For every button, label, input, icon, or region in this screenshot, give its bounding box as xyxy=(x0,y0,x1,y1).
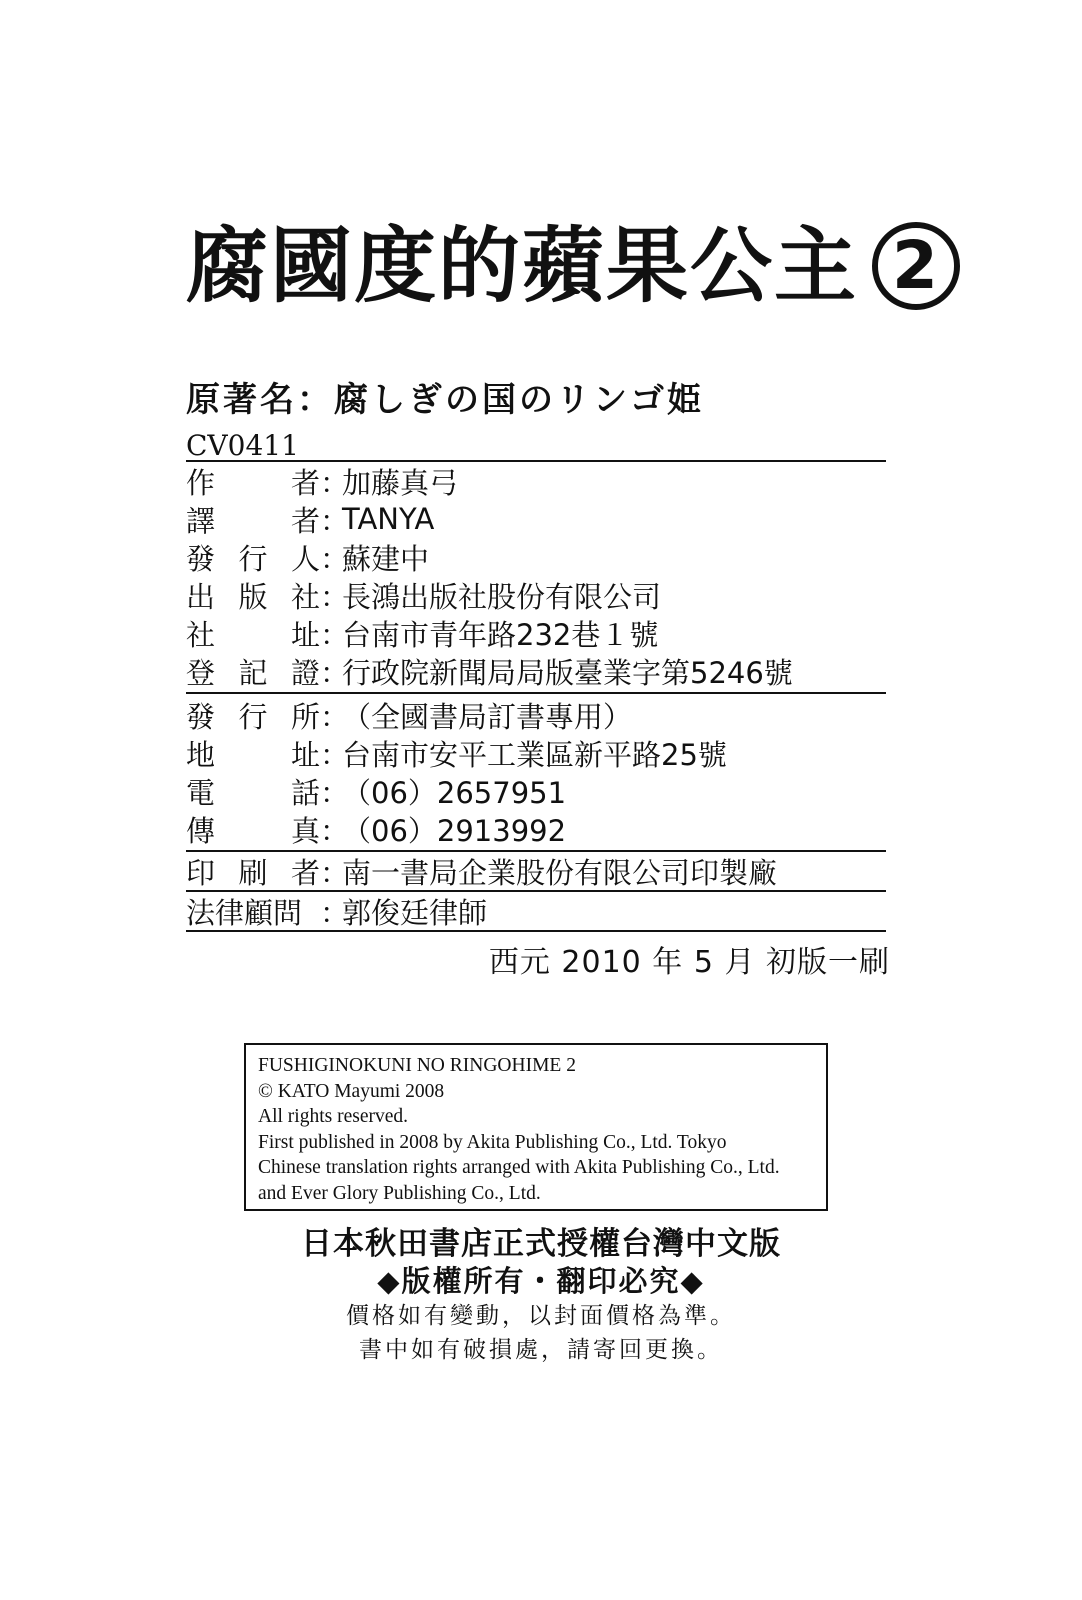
copyright-line: FUSHIGINOKUNI NO RINGOHIME 2 xyxy=(258,1055,576,1076)
info-value: 長鴻出版社股份有限公司 xyxy=(342,579,662,614)
info-label xyxy=(186,651,320,692)
publication-info xyxy=(186,460,886,932)
info-label-char: 律 xyxy=(215,895,245,930)
info-label-char: 問 xyxy=(273,895,303,930)
info-group-publisher xyxy=(186,462,886,690)
info-row: 社 址 ： 台南市青年路232巷１號 xyxy=(186,614,886,652)
info-label-char: 版 xyxy=(238,579,268,614)
info-row: 傳 真 ： （06）2913992 xyxy=(186,810,886,848)
copyright-line: © KATO Mayumi 2008 xyxy=(258,1080,445,1102)
info-value: （全國書局訂書專用） xyxy=(342,699,633,734)
info-label xyxy=(186,851,320,892)
info-value: 南一書局企業股份有限公司印製廠 xyxy=(342,855,778,890)
info-label-char: 者 xyxy=(290,465,320,500)
copyright-line: First published in 2008 by Akita Publishing Co., Ltd. Tokyo xyxy=(258,1131,727,1153)
info-label-char: 顧 xyxy=(244,895,274,930)
book-title xyxy=(186,219,960,316)
info-value: 行政院新聞局局版臺業字第5246號 xyxy=(342,655,793,690)
info-label-char: 址 xyxy=(290,617,320,652)
info-label xyxy=(186,499,320,540)
info-label xyxy=(186,891,320,932)
info-label-char: 電 xyxy=(186,775,216,810)
info-value: （06）2913992 xyxy=(342,813,567,848)
copyright-line: Chinese translation rights arranged with Akita Publishing Co., Ltd. xyxy=(258,1157,780,1178)
copyright-line: All rights reserved. xyxy=(258,1106,409,1127)
info-row-printer: 印 刷 者 ： 南一書局企業股份有限公司印製廠 xyxy=(186,852,886,890)
info-label-char: 登 xyxy=(186,655,216,690)
info-label-char: 作 xyxy=(186,465,216,500)
info-label-char: 傳 xyxy=(186,813,216,848)
info-label-char: 所 xyxy=(290,699,320,734)
info-label xyxy=(186,809,320,850)
info-label-char: 出 xyxy=(186,579,216,614)
authorization-notice: 日本秋田書店正式授權台灣中文版 xyxy=(301,1226,781,1262)
info-label-char: 記 xyxy=(238,655,268,690)
info-label-char: 發 xyxy=(186,541,216,576)
info-row: 作 者 ： 加藤真弓 xyxy=(186,462,886,500)
catalog-code: CV0411 xyxy=(186,429,299,462)
info-label xyxy=(186,771,320,812)
info-label-char: 址 xyxy=(290,737,320,772)
info-label-char: 行 xyxy=(238,541,268,576)
info-label xyxy=(186,733,320,774)
info-label xyxy=(186,461,320,502)
info-row: 譯 者 ： TANYA xyxy=(186,500,886,538)
info-label-char: 法 xyxy=(186,895,216,930)
info-label-char: 刷 xyxy=(238,855,268,890)
title-text: 腐國度的蘋果公主 xyxy=(186,219,859,314)
info-label-char: 社 xyxy=(290,579,320,614)
info-group-distributor xyxy=(186,696,886,848)
info-value: 郭俊廷律師 xyxy=(342,895,488,930)
info-label-char: 真 xyxy=(290,813,320,848)
info-label-char: 地 xyxy=(186,737,216,772)
info-row: 登 記 證 ： 行政院新聞局局版臺業字第5246號 xyxy=(186,652,886,690)
rights-reserved-notice: ◆版權所有・翻印必究◆ xyxy=(377,1264,705,1298)
info-value: 加藤真弓 xyxy=(342,465,459,500)
info-value: 台南市安平工業區新平路25號 xyxy=(342,737,727,772)
volume-number-badge: 2 xyxy=(872,222,960,310)
info-value: TANYA xyxy=(342,502,435,536)
info-row-legal: 法 律 顧 問 ： 郭俊廷律師 xyxy=(186,892,886,930)
info-row: 發 行 人 ： 蘇建中 xyxy=(186,538,886,576)
info-label xyxy=(186,537,320,578)
info-label-char: 者 xyxy=(290,503,320,538)
info-label-char: 者 xyxy=(290,855,320,890)
info-value: （06）2657951 xyxy=(342,775,567,810)
info-row: 出 版 社 ： 長鴻出版社股份有限公司 xyxy=(186,576,886,614)
original-title: 原著名：腐しぎの国のリンゴ姫 xyxy=(186,380,704,420)
info-label-char: 社 xyxy=(186,617,216,652)
info-row: 電 話 ： （06）2657951 xyxy=(186,772,886,810)
info-row: 發 行 所 ： （全國書局訂書專用） xyxy=(186,696,886,734)
info-label xyxy=(186,695,320,736)
info-label-char: 印 xyxy=(186,855,216,890)
info-label xyxy=(186,613,320,654)
info-value: 台南市青年路232巷１號 xyxy=(342,617,659,652)
copyright-line: and Ever Glory Publishing Co., Ltd. xyxy=(258,1182,541,1204)
info-label-char: 譯 xyxy=(186,503,216,538)
info-label-char: 證 xyxy=(290,655,320,690)
info-row: 地 址 ： 台南市安平工業區新平路25號 xyxy=(186,734,886,772)
copyright-box xyxy=(244,1043,828,1211)
price-notice: 價格如有變動，以封面價格為準。 xyxy=(346,1303,736,1329)
replacement-notice: 書中如有破損處，請寄回更換。 xyxy=(359,1337,723,1363)
info-label-char: 發 xyxy=(186,699,216,734)
edition-date: 西元 2010 年 5 月 初版一刷 xyxy=(488,945,890,980)
info-label-char: 人 xyxy=(290,541,320,576)
info-label-char: 行 xyxy=(238,699,268,734)
info-value: 蘇建中 xyxy=(342,541,430,576)
info-label xyxy=(186,575,320,616)
info-label-char: 話 xyxy=(290,775,320,810)
